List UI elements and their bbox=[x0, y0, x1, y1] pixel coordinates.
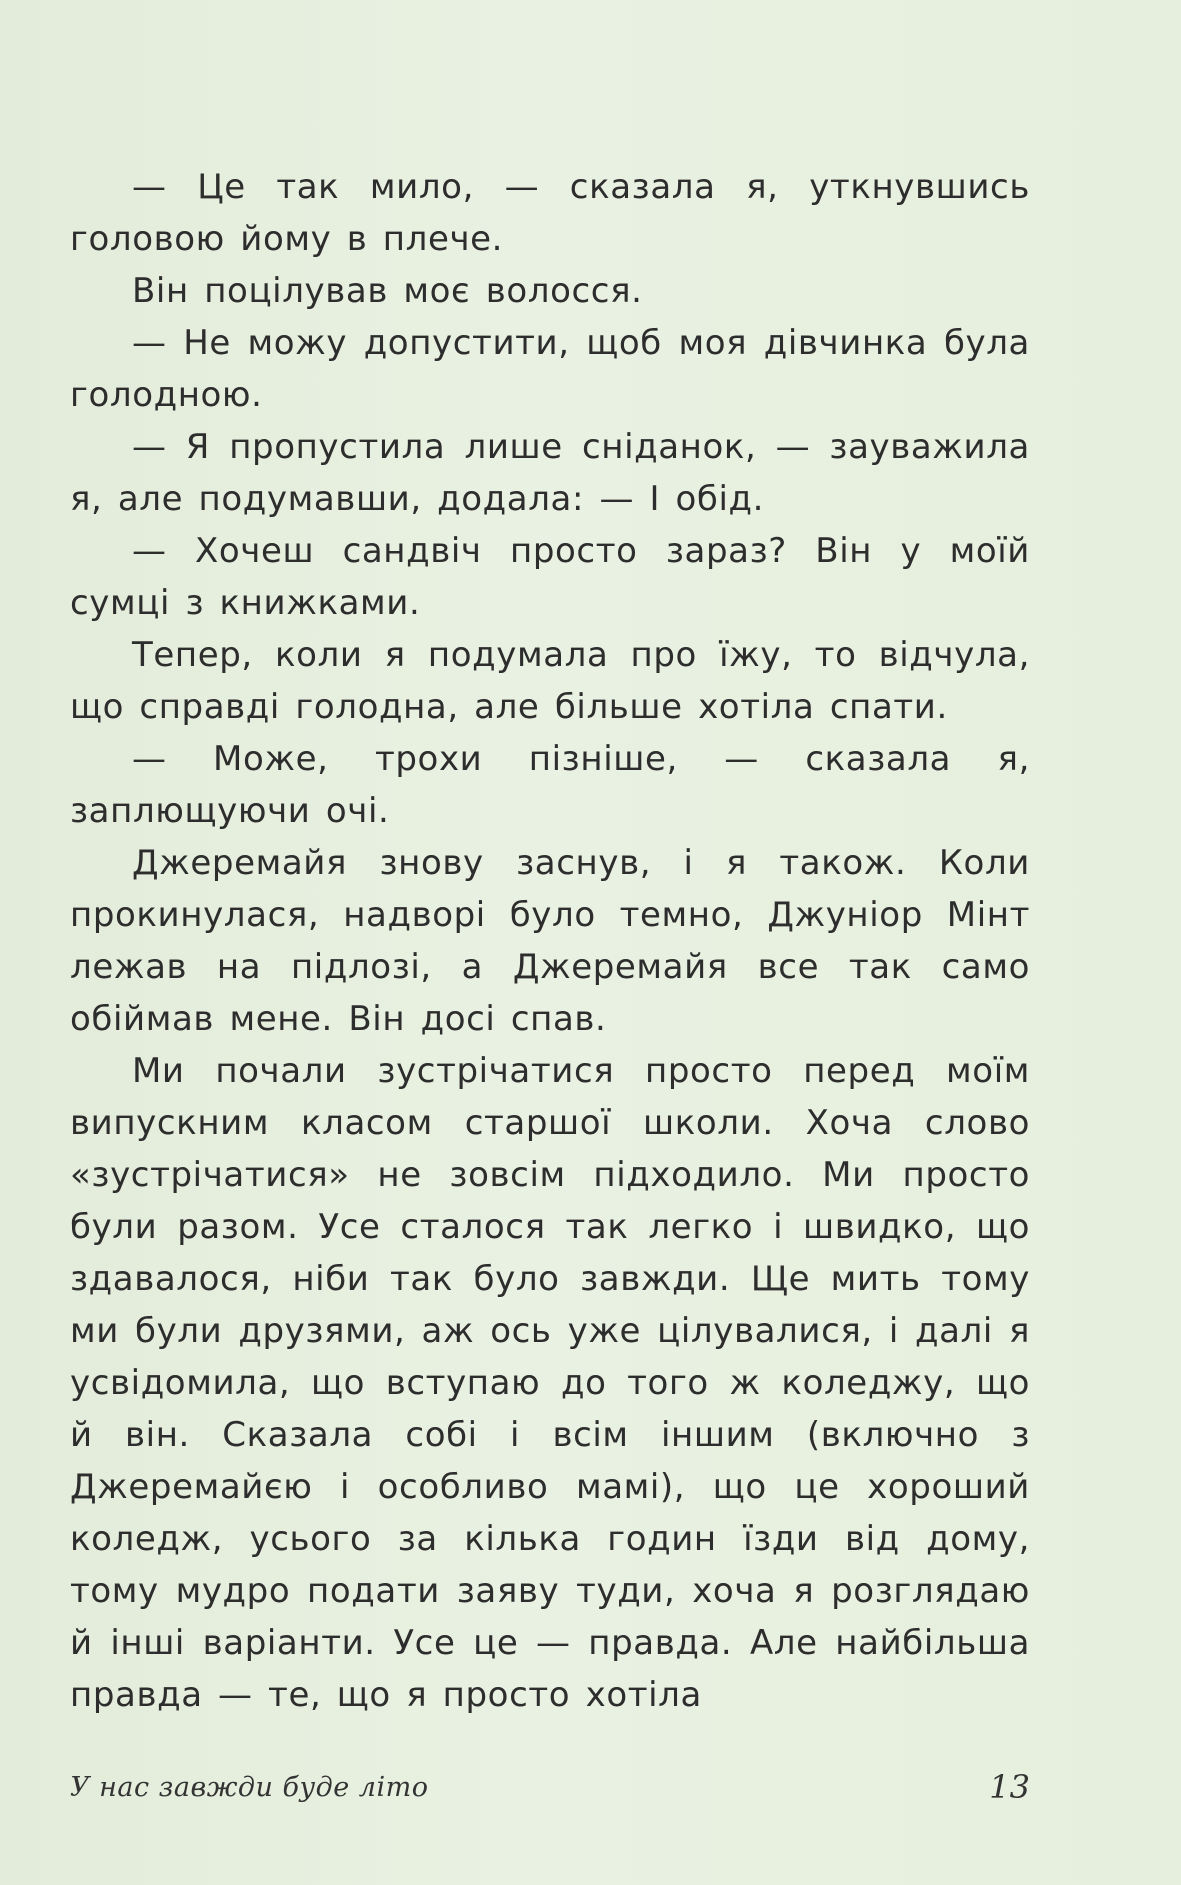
paragraph: — Хочеш сандвіч просто зараз? Він у моїй сумці з книжками. bbox=[70, 531, 1030, 623]
text-column bbox=[70, 161, 1030, 1721]
page-number: 13 bbox=[989, 1768, 1030, 1806]
paragraph: Тепер, коли я подумала про їжу, то відчула, що справді голодна, але більше хотіла спати. bbox=[70, 635, 1030, 727]
paragraph: — Не можу допустити, щоб моя дівчинка була голодною. bbox=[70, 323, 1030, 415]
paragraph: Джеремайя знову заснув, і я також. Коли прокинулася, надворі було темно, Джуніор Мінт лежав на підлозі, а Джеремайя все так само обіймав мене. Він досі спав. bbox=[70, 843, 1030, 1039]
page-footer bbox=[70, 1768, 1030, 1812]
paragraph: Він поцілував моє волосся. bbox=[132, 271, 643, 311]
paragraph: — Я пропустила лише сніданок, — зауважила я, але подумавши, додала: — І обід. bbox=[70, 427, 1030, 519]
paragraph: — Це так мило, — сказала я, уткнувшись головою йому в плече. bbox=[70, 167, 1030, 259]
running-title: У нас завжди буде літо bbox=[70, 1772, 429, 1803]
paragraph: Ми почали зустрічатися просто перед моїм випускним класом старшої школи. Хоча слово «зустрічатися» не зовсім підходило. Ми просто були разом. Усе сталося так легко і швидко, що здавалося, ніби так було завжди. Ще мить тому ми були друзями, аж ось уже цілувалися, і далі я усвідомила, що вступаю до того ж коледжу, що й він. Сказала собі і всім іншим (включно з Джеремайєю і особливо мамі), що це хороший коледж, усього за кілька годин їзди від дому, тому мудро подати заяву туди, хоча я розглядаю й інші варіанти. Усе це — правда. Але найбільша правда — те, що я просто хотіла bbox=[70, 1051, 1030, 1715]
paragraph: — Може, трохи пізніше, — сказала я, заплющуючи очі. bbox=[70, 739, 1030, 831]
